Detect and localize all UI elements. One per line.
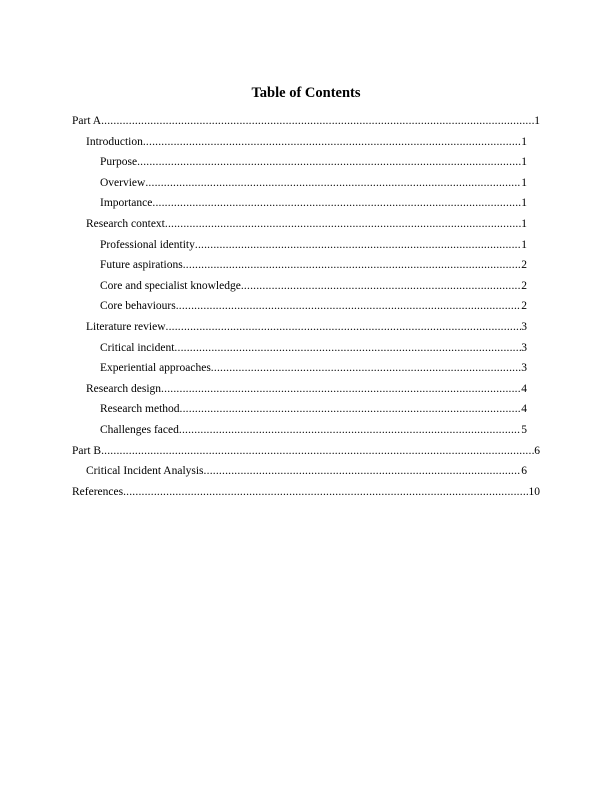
toc-entry-page: 3 [521,362,527,375]
dot-leader [211,360,521,376]
toc-entry-page: 2 [521,259,527,272]
toc-entry-experiential-approaches[interactable] [0,360,612,381]
toc-entry-introduction[interactable] [0,134,612,155]
dot-leader [166,319,522,335]
dot-leader [180,401,522,417]
toc-entry-literature-review[interactable] [0,319,612,340]
dot-leader [145,175,521,191]
dot-leader [174,340,521,356]
toc-entry-label: Challenges faced [100,423,179,436]
toc-entry-research-context[interactable] [0,216,612,237]
toc-entry-label: Research method [100,403,180,416]
toc-entry-critical-incident-analysis[interactable] [0,463,612,484]
dot-leader [101,113,534,129]
toc-entry-references[interactable] [0,484,612,505]
toc-entry-page: 2 [521,279,527,292]
toc-entry-label: Professional identity [100,238,195,251]
toc-entry-professional-identity[interactable] [0,237,612,258]
toc-entry-label: Research context [86,217,165,230]
toc-entry-page: 10 [528,485,540,498]
toc-entry-page: 1 [521,156,527,169]
dot-leader [101,443,534,459]
toc-entry-page: 3 [521,320,527,333]
dot-leader [152,195,521,211]
dot-leader [143,134,521,150]
toc-entry-page: 6 [534,444,540,457]
toc-entry-overview[interactable] [0,175,612,196]
toc-entry-page: 1 [521,217,527,230]
toc-entry-label: Critical incident [100,341,175,354]
toc-entry-label: Critical Incident Analysis [86,465,204,478]
toc-entry-page: 1 [521,238,527,251]
toc-entry-part-b[interactable] [0,443,612,464]
toc-entry-page: 1 [521,176,527,189]
toc-entry-label: Core and specialist knowledge [100,279,241,292]
toc-title: Table of Contents [251,85,361,101]
toc-entry-part-a[interactable] [0,113,612,134]
toc-entry-page: 3 [521,341,527,354]
toc-entry-label: Literature review [86,320,166,333]
toc-entry-importance[interactable] [0,195,612,216]
dot-leader [183,257,522,273]
toc-entry-critical-incident[interactable] [0,340,612,361]
toc-entry-label: Research design [86,382,162,395]
dot-leader [161,381,521,397]
toc-entry-label: Part A [72,115,102,127]
toc-entry-label: Future aspirations [100,259,183,272]
toc-entry-page: 1 [521,197,527,210]
dot-leader [123,484,528,500]
dot-leader [176,298,522,314]
toc-list [0,113,612,504]
toc-entry-label: Purpose [100,156,138,169]
dot-leader [195,237,521,253]
toc-entry-page: 4 [521,382,527,395]
dot-leader [137,154,521,170]
dot-leader [204,463,522,479]
toc-entry-label: Importance [100,197,153,210]
toc-entry-research-method[interactable] [0,401,612,422]
toc-entry-page: 6 [521,465,527,478]
toc-entry-label: Introduction [86,135,143,148]
toc-entry-page: 1 [521,135,527,148]
toc-entry-page: 1 [534,115,540,127]
toc-entry-research-design[interactable] [0,381,612,402]
dot-leader [179,422,521,438]
toc-entry-core-specialist-knowledge[interactable] [0,278,612,299]
toc-entry-future-aspirations[interactable] [0,257,612,278]
toc-entry-label: Experiential approaches [100,362,211,375]
toc-entry-label: Overview [100,176,146,189]
toc-entry-label: Part B [72,444,102,457]
toc-entry-label: Core behaviours [100,300,176,313]
toc-entry-purpose[interactable] [0,154,612,175]
toc-entry-label: References [72,485,124,498]
toc-entry-page: 2 [521,300,527,313]
toc-entry-challenges-faced[interactable] [0,422,612,443]
toc-entry-page: 4 [521,403,527,416]
dot-leader [241,278,521,294]
dot-leader [165,216,521,232]
toc-entry-core-behaviours[interactable] [0,298,612,319]
toc-entry-page: 5 [521,423,527,436]
